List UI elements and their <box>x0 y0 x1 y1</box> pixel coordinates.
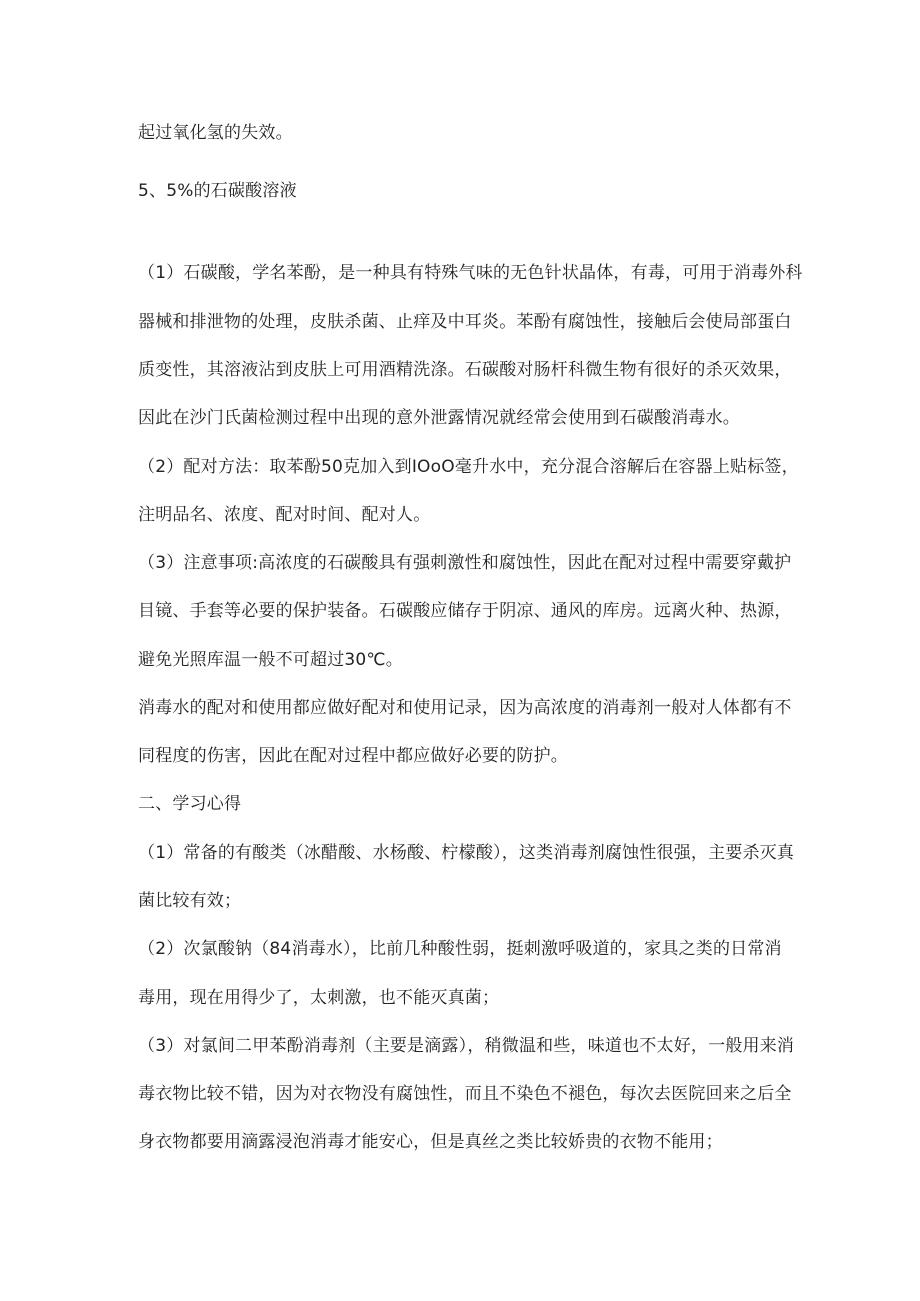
text-line: 因此在沙门氏菌检测过程中出现的意外泄露情况就经常会使用到石碳酸消毒水。 <box>138 408 740 428</box>
text-line: 质变性，其溶液沾到皮肤上可用酒精洗涤。石碳酸对肠杆科微生物有很好的杀灭效果， <box>138 360 792 380</box>
section-heading: 5、5%的石碳酸溶液 <box>138 181 297 201</box>
text-line: 器械和排泄物的处理，皮肤杀菌、止痒及中耳炎。苯酚有腐蚀性，接触后会使局部蛋白 <box>138 312 792 332</box>
text-line: （2）配对方法：取苯酚50克加入到IOoO毫升水中，充分混合溶解后在容器上贴标签， <box>138 457 799 477</box>
text-line: 身衣物都要用滴露浸泡消毒才能安心，但是真丝之类比较娇贵的衣物不能用； <box>138 1132 723 1152</box>
text-line: 起过氧化氢的失效。 <box>138 123 293 143</box>
section-heading: 二、学习心得 <box>138 794 242 814</box>
text-line: （2）次氯酸钠（84消毒水），比前几种酸性弱，挺刺激呼吸道的，家具之类的日常消 <box>138 939 782 959</box>
text-line: （1）常备的有酸类（冰醋酸、水杨酸、柠檬酸），这类消毒剂腐蚀性很强，主要杀灭真 <box>138 843 795 863</box>
text-line: （1）石碳酸，学名苯酚，是一种具有特殊气味的无色针状晶体，有毒，可用于消毒外科 <box>138 263 803 283</box>
text-line: 毒衣物比较不错，因为对衣物没有腐蚀性，而且不染色不褪色，每次去医院回来之后全 <box>138 1084 792 1104</box>
text-line: 目镜、手套等必要的保护装备。石碳酸应储存于阴凉、通风的库房。远离火种、热源， <box>138 601 792 621</box>
text-line: 避免光照库温一般不可超过30℃。 <box>138 650 403 670</box>
text-line: 菌比较有效； <box>138 891 242 911</box>
text-line: 同程度的伤害，因此在配对过程中都应做好必要的防护。 <box>138 746 568 766</box>
text-line: 毒用，现在用得少了，太刺激，也不能灭真菌； <box>138 988 500 1008</box>
text-line: 消毒水的配对和使用都应做好配对和使用记录，因为高浓度的消毒剂一般对人体都有不 <box>138 698 792 718</box>
text-line: 注明品名、浓度、配对时间、配对人。 <box>138 505 431 525</box>
text-line: （3）注意事项:高浓度的石碳酸具有强刺激性和腐蚀性，因此在配对过程中需要穿戴护 <box>138 553 792 573</box>
text-line: （3）对氯间二甲苯酚消毒剂（主要是滴露），稍微温和些，味道也不太好，一般用来消 <box>138 1036 795 1056</box>
